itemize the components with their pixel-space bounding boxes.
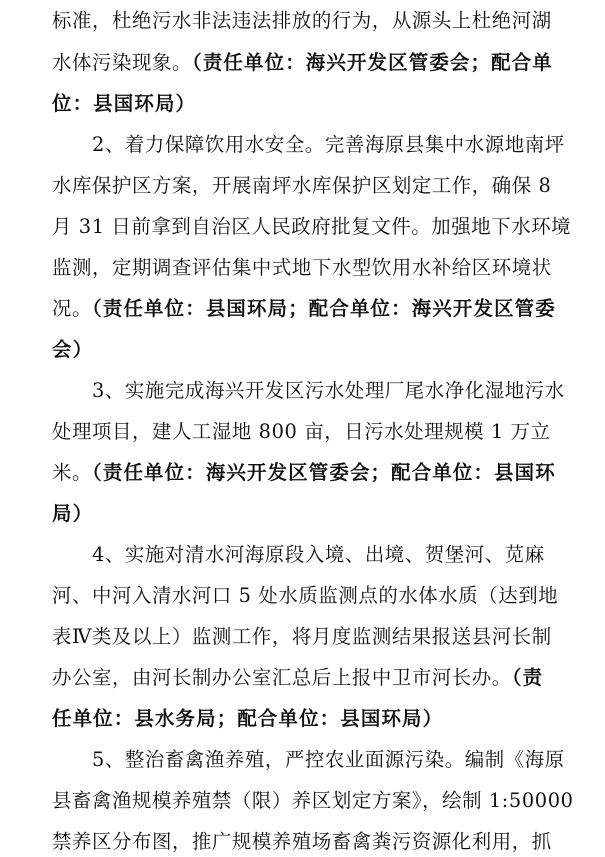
body-text: 禁养区分布图，推广规模养殖场畜禽粪污资源化利用，抓	[52, 830, 552, 853]
responsibility-note: （责任单位：海兴开发区管委会；配合单	[191, 51, 553, 74]
body-text: 况。	[52, 297, 92, 320]
text-line	[52, 458, 562, 488]
text-line	[92, 130, 565, 160]
body-text: 处理项目，建人工湿地 800 亩，日污水处理规模 1 万立	[52, 420, 551, 443]
body-text: 河、中河入清水河口 5 处水质监测点的水体水质（达到地	[52, 584, 559, 607]
body-text: 办公室，由河长制办公室汇总后上报中卫市河长办。	[52, 666, 512, 689]
text-line	[52, 89, 562, 119]
text-line	[52, 622, 562, 652]
responsibility-note: （责	[511, 666, 544, 689]
body-text: 月 31 日前拿到自治区人民政府批复文件。加强地下水环境	[52, 215, 572, 238]
text-line	[52, 663, 562, 693]
text-line	[52, 253, 562, 283]
body-text: 3、实施完成海兴开发区污水处理厂尾水净化湿地污水	[92, 379, 565, 402]
text-line	[52, 704, 562, 734]
responsibility-note: 局）	[52, 502, 94, 525]
text-line	[52, 335, 562, 365]
body-text: 4、实施对清水河海原段入境、出境、贺堡河、苋麻	[92, 543, 545, 566]
body-text: 水库保护区方案，开展南坪水库保护区划定工作，确保 8	[52, 174, 552, 197]
text-line	[92, 376, 565, 406]
responsibility-note: （责任单位：县国环局；配合单位：海兴开发区管委	[91, 297, 556, 320]
responsibility-note: 任单位：县水务局；配合单位：县国环局）	[52, 707, 444, 730]
text-line	[52, 581, 562, 611]
text-line	[52, 6, 562, 36]
text-line	[52, 499, 562, 529]
body-text: 监测，定期调查评估集中式地下水型饮用水补给区环境状	[52, 256, 552, 279]
body-text: 表Ⅳ类及以上）监测工作，将月度监测结果报送县河长制	[52, 625, 552, 648]
text-line	[52, 786, 574, 816]
body-text: 县畜禽渔规模养殖禁（限）养区划定方案》，绘制 1:50000	[52, 789, 574, 812]
text-line	[52, 171, 562, 201]
body-text: 水体污染现象。	[52, 51, 192, 74]
body-text: 2、着力保障饮用水安全。完善海原县集中水源地南坪	[92, 133, 565, 156]
responsibility-note: 会）	[52, 338, 94, 361]
text-line	[92, 745, 565, 775]
text-line	[52, 827, 562, 857]
responsibility-note: 位：县国环局）	[52, 92, 197, 115]
text-line	[52, 294, 562, 324]
body-text: 5、整治畜禽渔养殖，严控农业面源污染。编制《海原	[92, 748, 565, 771]
body-text: 米。	[52, 461, 92, 484]
body-text: 标准，杜绝污水非法违法排放的行为，从源头上杜绝河湖	[52, 9, 552, 32]
text-line	[52, 212, 572, 242]
text-line	[52, 417, 562, 447]
responsibility-note: （责任单位：海兴开发区管委会；配合单位：县国环	[91, 461, 556, 484]
text-line	[92, 540, 562, 570]
text-line	[52, 48, 562, 78]
